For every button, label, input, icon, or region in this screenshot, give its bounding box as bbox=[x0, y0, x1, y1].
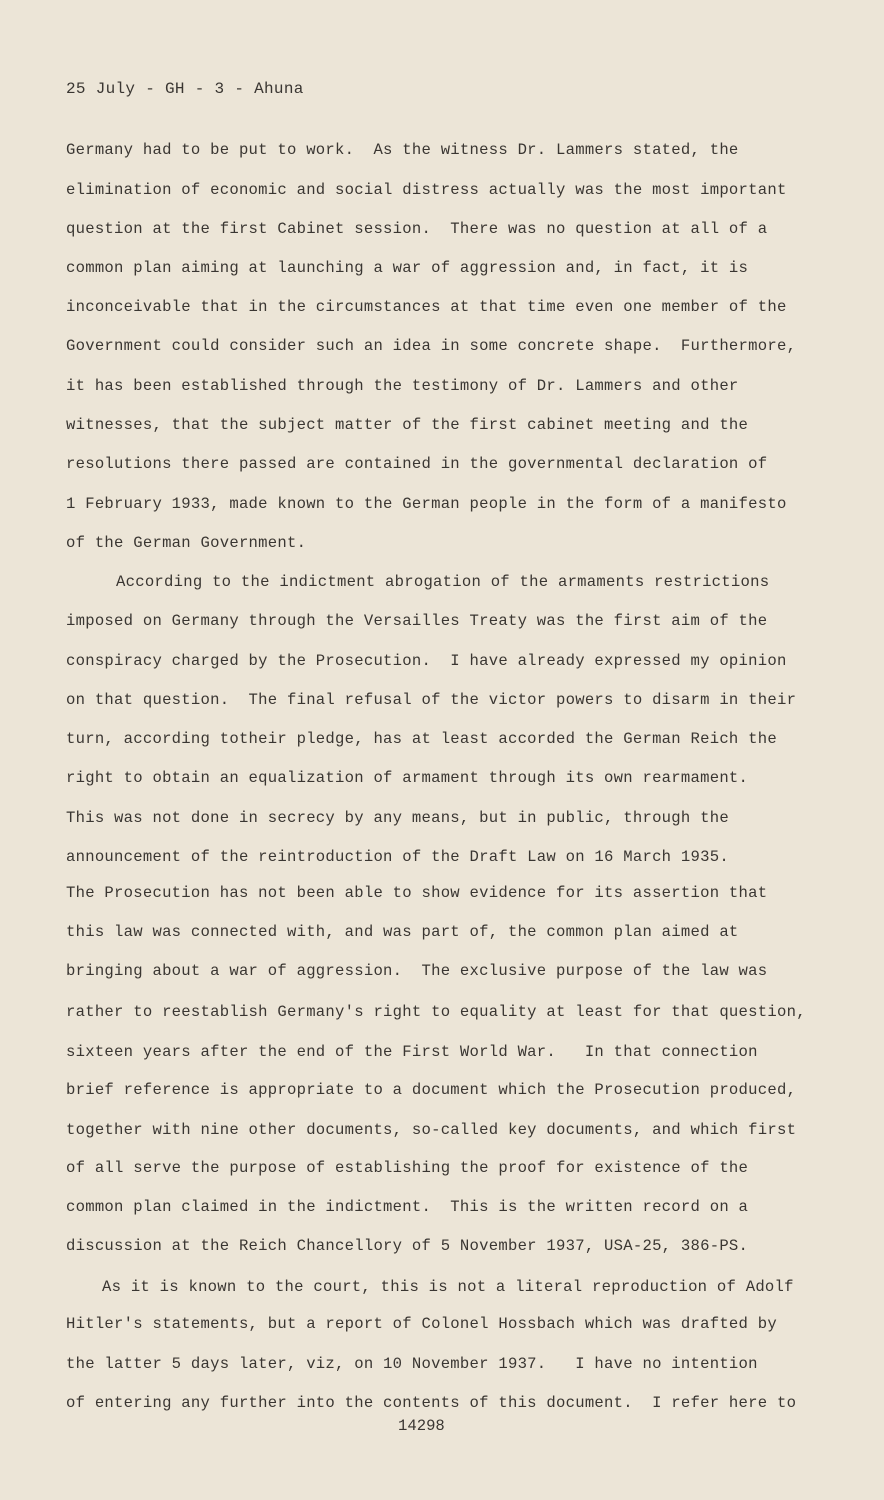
text-line: The Prosecution has not been able to show evidence for its assertion that bbox=[66, 884, 768, 902]
text-line: of all serve the purpose of establishing the proof for existence of the bbox=[66, 1159, 749, 1177]
text-line: of the German Government. bbox=[66, 534, 307, 552]
text-line: inconceivable that in the circumstances at that time even one member of the bbox=[66, 298, 787, 316]
text-line: the latter 5 days later, viz, on 10 November 1937. I have no intention bbox=[66, 1355, 758, 1373]
page-header: 25 July - GH - 3 - Ahuna bbox=[66, 80, 304, 98]
text-line: conspiracy charged by the Prosecution. I have already expressed my opinion bbox=[66, 652, 787, 670]
text-line: common plan aiming at launching a war of aggression and, in fact, it is bbox=[66, 259, 749, 277]
text-line: it has been established through the testimony of Dr. Lammers and other bbox=[66, 377, 739, 395]
text-line: question at the first Cabinet session. There was no question at all of a bbox=[66, 220, 768, 238]
text-line: right to obtain an equalization of armament through its own rearmament. bbox=[66, 769, 749, 787]
text-line: resolutions there passed are contained in the governmental declaration of bbox=[66, 455, 768, 473]
text-line: elimination of economic and social distress actually was the most important bbox=[66, 181, 787, 199]
text-line: common plan claimed in the indictment. This is the written record on a bbox=[66, 1198, 749, 1216]
text-line: This was not done in secrecy by any means, but in public, through the bbox=[66, 809, 729, 827]
text-line: on that question. The final refusal of the victor powers to disarm in their bbox=[66, 691, 797, 709]
text-line: this law was connected with, and was part of, the common plan aimed at bbox=[66, 923, 739, 941]
page-number: 14298 bbox=[398, 1417, 445, 1435]
text-line: sixteen years after the end of the First World War. In that connection bbox=[66, 1043, 758, 1061]
text-line: Germany had to be put to work. As the witness Dr. Lammers stated, the bbox=[66, 141, 739, 159]
text-line: witnesses, that the subject matter of the first cabinet meeting and the bbox=[66, 416, 749, 434]
text-line: imposed on Germany through the Versailles Treaty was the first aim of the bbox=[66, 612, 768, 630]
text-line: discussion at the Reich Chancellory of 5 November 1937, USA-25, 386-PS. bbox=[66, 1237, 749, 1255]
text-line: bringing about a war of aggression. The exclusive purpose of the law was bbox=[66, 962, 768, 980]
text-line: together with nine other documents, so-called key documents, and which first bbox=[66, 1121, 797, 1139]
text-line: 1 February 1933, made known to the German people in the form of a manifesto bbox=[66, 495, 787, 513]
text-line: brief reference is appropriate to a document which the Prosecution produced, bbox=[66, 1081, 797, 1099]
text-line: of entering any further into the contents of this document. I refer here to bbox=[66, 1394, 797, 1412]
text-line: According to the indictment abrogation of the armaments restrictions bbox=[116, 573, 770, 591]
text-line: rather to reestablish Germany's right to equality at least for that question, bbox=[66, 1003, 806, 1021]
text-line: Hitler's statements, but a report of Colonel Hossbach which was drafted by bbox=[66, 1315, 777, 1333]
text-line: announcement of the reintroduction of the Draft Law on 16 March 1935. bbox=[66, 848, 729, 866]
text-line: Government could consider such an idea in some concrete shape. Furthermore, bbox=[66, 337, 797, 355]
text-line: As it is known to the court, this is not a literal reproduction of Adolf bbox=[102, 1278, 794, 1296]
text-line: turn, according totheir pledge, has at least accorded the German Reich the bbox=[66, 730, 777, 748]
